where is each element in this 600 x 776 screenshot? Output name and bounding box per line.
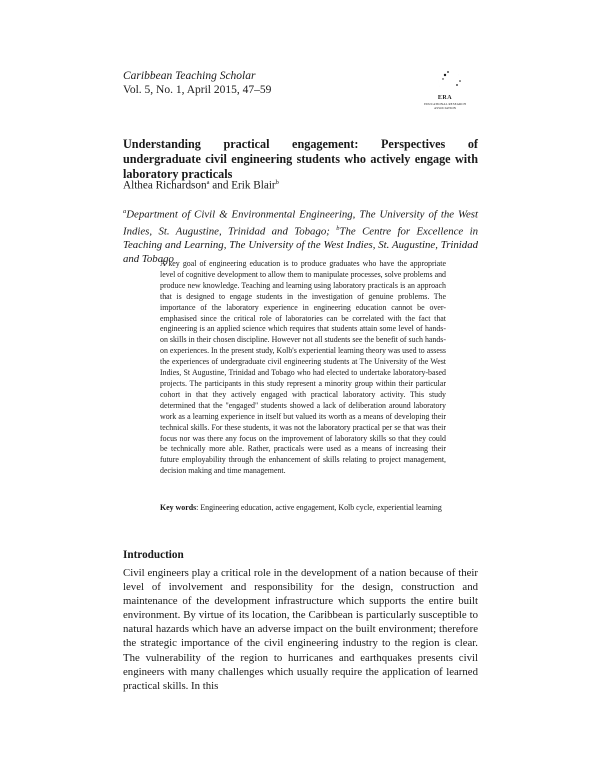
abstract: A key goal of engineering education is to produce graduates who have the appropriate level of cognitive development to allow them to manipulate processes, solve problems and produce new knowledge. Teaching and learning using laboratory practicals is an approach that is designed to engage students in the investigation of genuine problems. The importance of the laboratory experience in engineering education cannot be over-emphasised since the critical role of laboratories can be correlated with the fact that engineering is an applied science which requires that students attain some level of hands-on skills in their chosen discipline. However not all students see the benefit of such hands-on experiences. In the present study, Kolb's experiential learning theory was used to assess the experiences of undergraduate civil engineering students at The University of the West Indies, St Augustine, Trinidad and Tobago who had elected to undertake laboratory-based projects. The participants in this study represent a minority group within their particular cohort in that they actively engaged with practical laboratory activity. This study determined that the "engaged" students showed a lack of deliberation around laboratory work as a learning experience in itself but valued its worth as a means of developing their technical skills. For these students, it was not the laboratory practical per se that was their focus nor was there any focus on the improvement of laboratory skills so that they could be technically more able. Rather, practicals were used as a means of increasing their future employability through the enhancement of skills relating to project management, decision making and time management. xyxy=(160,259,446,476)
journal-issue: Vol. 5, No. 1, April 2015, 47–59 xyxy=(123,84,272,96)
author-affiliation-mark: b xyxy=(275,179,279,186)
journal-name: Caribbean Teaching Scholar xyxy=(123,70,256,82)
author-line xyxy=(123,179,279,192)
logo-acronym: ERA xyxy=(437,95,453,101)
affiliations xyxy=(123,205,478,266)
section-body: Civil engineers play a critical role in the development of a nation because of their level of involvement and responsibility for the design, construction and maintenance of the development infrastructure which supports the entire built environment. By virtue of its location, the Caribbean is particularly susceptible to natural hazards which have an adverse impact on the built environment; therefore the strategic importance of the civil engineering industry to the region is clear. The vulnerability of the region to hurricanes and earthquakes presents civil engineers with many challenges which usually require the application of learned practical skills. In this xyxy=(123,567,478,692)
affiliation-mark: a xyxy=(123,208,127,215)
affiliation-mark: b xyxy=(336,224,340,232)
affiliation-text: Department of Civil & Environmental Engineering, The University of the West Indies, St. Augustine, Trinidad and Tobago; xyxy=(123,208,478,238)
author-affiliation-mark: a xyxy=(206,179,210,186)
author-name: Erik Blair xyxy=(231,179,276,192)
author-connector: and xyxy=(209,179,232,192)
era-logo xyxy=(420,66,482,122)
keywords-list: : Engineering education, active engagement, Kolb cycle, experiential learning xyxy=(196,503,442,512)
section-heading: Introduction xyxy=(123,549,184,561)
keywords xyxy=(160,503,446,514)
author-name: Althea Richardson xyxy=(123,179,207,192)
affiliation-text: The Centre for Excellence in Teaching and Learning, The University of the West Indies, St. Augustine, Trinidad and Tobago xyxy=(123,225,478,266)
article-title: Understanding practical engagement: Perspectives of undergraduate civil engineering students who actively engage with laboratory practicals xyxy=(123,137,478,181)
era-emblem-icon xyxy=(436,66,466,96)
logo-subtitle: EDUCATIONAL RESEARCH ASSOCIATION xyxy=(424,102,466,110)
keywords-label: Key words xyxy=(160,503,197,512)
